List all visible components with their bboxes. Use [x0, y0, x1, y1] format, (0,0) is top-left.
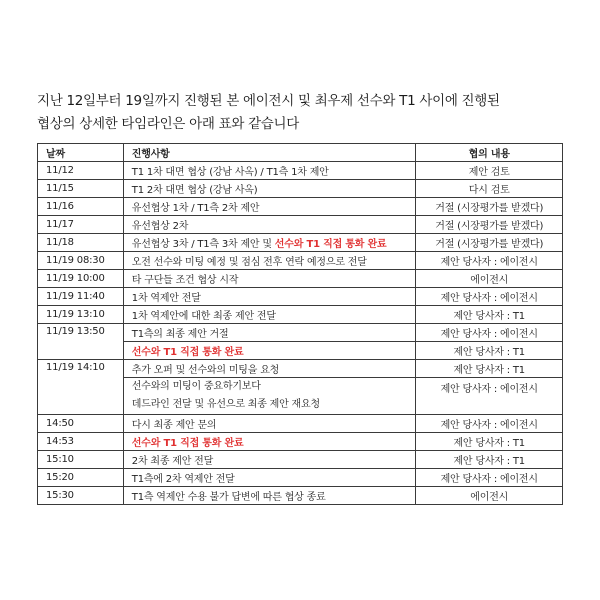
table-row — [38, 252, 563, 270]
cell-result: 제안 당사자 : 에이전시 — [416, 288, 563, 306]
table-row — [38, 198, 563, 216]
cell-progress: 1차 역제안 전달 — [123, 288, 416, 306]
cell-result: 다시 검토 — [416, 180, 563, 198]
header-date: 날짜 — [38, 144, 124, 162]
cell-result: 거절 (시장평가를 받겠다) — [416, 216, 563, 234]
cell-date: 11/19 11:40 — [38, 288, 124, 306]
cell-result: 제안 검토 — [416, 162, 563, 180]
progress-line-2: 데드라인 전달 및 유선으로 최종 제안 재요청 — [131, 399, 320, 410]
cell-progress: 타 구단들 조건 협상 시작 — [123, 270, 416, 288]
table-row — [38, 487, 563, 505]
table-row — [38, 360, 563, 378]
cell-date: 11/12 — [38, 162, 124, 180]
intro-line-1: 지난 12일부터 19일까지 진행된 본 에이전시 및 최우제 선수와 T1 사이에 진행된 — [37, 93, 500, 109]
progress-line-1: 선수와의 미팅이 중요하기보다 — [131, 381, 261, 392]
table-row — [38, 216, 563, 234]
cell-date: 11/15 — [38, 180, 124, 198]
cell-progress: 유선협상 2차 — [123, 216, 416, 234]
table-row — [38, 433, 563, 451]
cell-result: 거절 (시장평가를 받겠다) — [416, 234, 563, 252]
cell-progress: 다시 최종 제안 문의 — [123, 415, 416, 433]
cell-result: 에이전시 — [416, 270, 563, 288]
progress-text: 유선협상 3차 / T1측 3차 제안 및 — [131, 239, 275, 250]
cell-result: 제안 당사자 : 에이전시 — [416, 415, 563, 433]
table-row — [38, 234, 563, 252]
table-row — [38, 162, 563, 180]
cell-progress: 추가 오퍼 및 선수와의 미팅을 요청 — [123, 360, 416, 378]
cell-date: 14:53 — [38, 433, 124, 451]
cell-date: 15:30 — [38, 487, 124, 505]
table-row — [38, 180, 563, 198]
intro-line-2: 협상의 상세한 타임라인은 아래 표와 같습니다 — [37, 116, 300, 132]
cell-progress — [123, 378, 416, 415]
table-row — [38, 306, 563, 324]
cell-date: 11/18 — [38, 234, 124, 252]
cell-result: 제안 당사자 : 에이전시 — [416, 469, 563, 487]
highlight-text: 선수와 T1 직접 통화 완료 — [131, 347, 244, 358]
cell-progress: T1 1차 대면 협상 (강남 사옥) / T1측 1차 제안 — [123, 162, 416, 180]
cell-result: 제안 당사자 : T1 — [416, 360, 563, 378]
intro-text — [37, 90, 577, 136]
cell-date: 15:10 — [38, 451, 124, 469]
cell-progress: 2차 최종 제안 전달 — [123, 451, 416, 469]
cell-result: 제안 당사자 : T1 — [416, 451, 563, 469]
cell-date: 11/19 08:30 — [38, 252, 124, 270]
table-row — [38, 415, 563, 433]
table-row — [38, 324, 563, 342]
cell-progress: 유선협상 1차 / T1측 2차 제안 — [123, 198, 416, 216]
cell-date: 11/19 13:10 — [38, 306, 124, 324]
highlight-text: 선수와 T1 직접 통화 완료 — [274, 239, 387, 250]
cell-result: 제안 당사자 : 에이전시 — [416, 324, 563, 342]
cell-date: 11/19 13:50 — [38, 324, 124, 360]
cell-date: 11/19 14:10 — [38, 360, 124, 415]
table-row — [38, 270, 563, 288]
cell-progress: T1측 역제안 수용 불가 답변에 따른 협상 종료 — [123, 487, 416, 505]
cell-progress: T1측의 최종 제안 거절 — [123, 324, 416, 342]
cell-progress: T1측에 2차 역제안 전달 — [123, 469, 416, 487]
cell-result: 거절 (시장평가를 받겠다) — [416, 198, 563, 216]
cell-result: 에이전시 — [416, 487, 563, 505]
cell-result: 제안 당사자 : 에이전시 — [416, 252, 563, 270]
header-progress: 진행사항 — [123, 144, 416, 162]
cell-result: 제안 당사자 : T1 — [416, 342, 563, 360]
cell-progress: T1 2차 대면 협상 (강남 사옥) — [123, 180, 416, 198]
cell-date: 14:50 — [38, 415, 124, 433]
cell-progress — [123, 433, 416, 451]
cell-progress: 1차 역제안에 대한 최종 제안 전달 — [123, 306, 416, 324]
highlight-text: 선수와 T1 직접 통화 완료 — [131, 438, 244, 449]
table-row — [38, 288, 563, 306]
table-header-row — [38, 144, 563, 162]
cell-result: 제안 당사자 : T1 — [416, 433, 563, 451]
cell-date: 11/19 10:00 — [38, 270, 124, 288]
header-result: 협의 내용 — [416, 144, 563, 162]
table-row — [38, 451, 563, 469]
cell-progress — [123, 234, 416, 252]
cell-progress: 오전 선수와 미팅 예정 및 점심 전후 연락 예정으로 전달 — [123, 252, 416, 270]
cell-date: 11/16 — [38, 198, 124, 216]
cell-date: 11/17 — [38, 216, 124, 234]
table-row — [38, 469, 563, 487]
cell-progress — [123, 342, 416, 360]
cell-date: 15:20 — [38, 469, 124, 487]
cell-result: 제안 당사자 : 에이전시 — [416, 378, 563, 415]
timeline-table — [37, 143, 563, 505]
cell-result: 제안 당사자 : T1 — [416, 306, 563, 324]
